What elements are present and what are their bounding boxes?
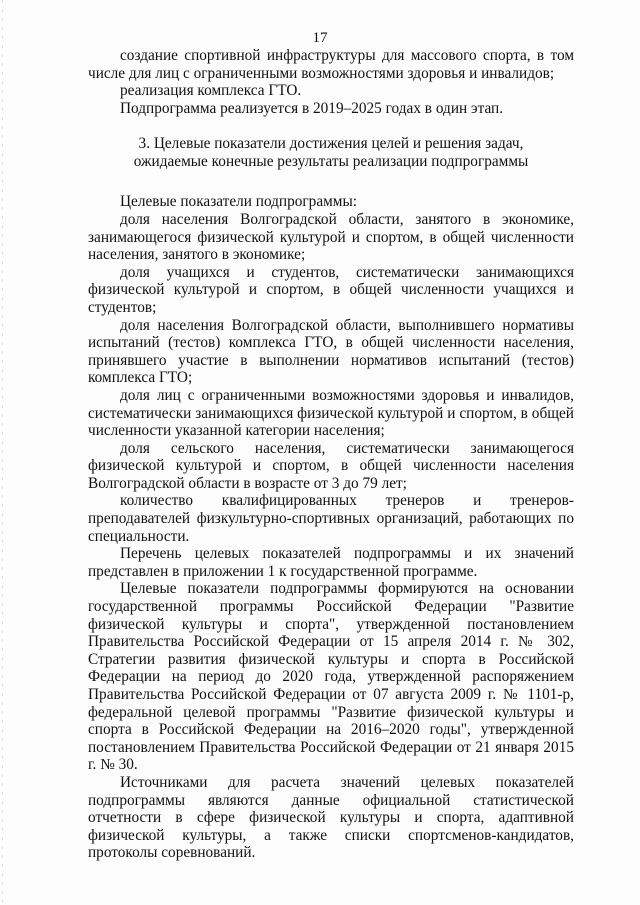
page-number: 17 (312, 30, 328, 46)
paragraph-indicator-rural: доля сельского населения, систематически занимающегося физической культурой и спортом, в общей численности населения Волгоградской области в возрасте от 3 до 79 лет; (88, 439, 574, 492)
section-heading-line-2: ожидаемые конечные результаты реализации подпрограммы (133, 153, 529, 171)
page-content (88, 47, 574, 862)
paragraph-infrastructure: создание спортивной инфраструктуры для массового спорта, в том числе для лиц с ограниченными возможностями здоровья и инвалидов; (88, 47, 574, 82)
paragraph-indicator-employed: доля населения Волгоградской области, занятого в экономике, занимающегося физической культурой и спортом, в общей численности населения, занятого в экономике; (88, 210, 574, 264)
scan-edge (2, 0, 3, 905)
section-heading-line-1: 3. Целевые показатели достижения целей и решения задач, (138, 135, 524, 153)
section-heading (88, 135, 574, 171)
paragraph-indicator-trainers: количество квалифицированных тренеров и тренеров-преподавателей физкультурно-спортивных организаций, работающих по специальности. (88, 492, 574, 545)
paragraph-indicator-gto: доля населения Волгоградской области, выполнившего нормативы испытаний (тестов) комплекса ГТО, в общей численности населения, принявшего участие в выполнении нормативов испытаний (тестов) комплекса ГТО; (88, 316, 574, 387)
paragraph-indicator-disabled: доля лиц с ограниченными возможностями здоровья и инвалидов, систематически занимающихся физической культурой и спортом, в общей численности указанной категории населения; (88, 386, 574, 440)
paragraph-indicators-list: Перечень целевых показателей подпрограммы и их значений представлен в приложении 1 к государственной программе. (88, 545, 574, 580)
paragraph-indicator-students: доля учащихся и студентов, систематически занимающихся физической культурой и спортом, в общей численности учащихся и студентов; (88, 263, 574, 316)
paragraph-gto: реализация комплекса ГТО. (120, 82, 302, 100)
paragraph-indicators-sources: Источниками для расчета значений целевых показателей подпрограммы являются данные официальной статистической отчетности в сфере физической культуры и спорта, адаптивной физической культуры, а также списки спортсменов-кандидатов, протоколы соревнований. (88, 773, 574, 862)
paragraph-period: Подпрограмма реализуется в 2019–2025 годах в один этап. (120, 99, 504, 117)
paragraph-indicators-intro: Целевые показатели подпрограммы: (120, 193, 358, 211)
paragraph-indicators-basis: Целевые показатели подпрограммы формируются на основании государственной программы Российской Федерации "Развитие физической культуры и спорта", утвержденной постановлением Правительства Российской Федерации от 15 апреля 2014 г. № 302, Стратегии развития физической культуры и спорта в Российской Федерации на период до 2020 года, утвержденной распоряжением Правительства Российской Федерации от 07 августа 2009 г. № 1101-р, федеральной целевой программы "Развитие физической культуры и спорта в Российской Федерации на 2016–2020 годы", утвержденной постановлением Правительства Российской Федерации от 21 января 2015 г. № 30. (88, 580, 574, 774)
